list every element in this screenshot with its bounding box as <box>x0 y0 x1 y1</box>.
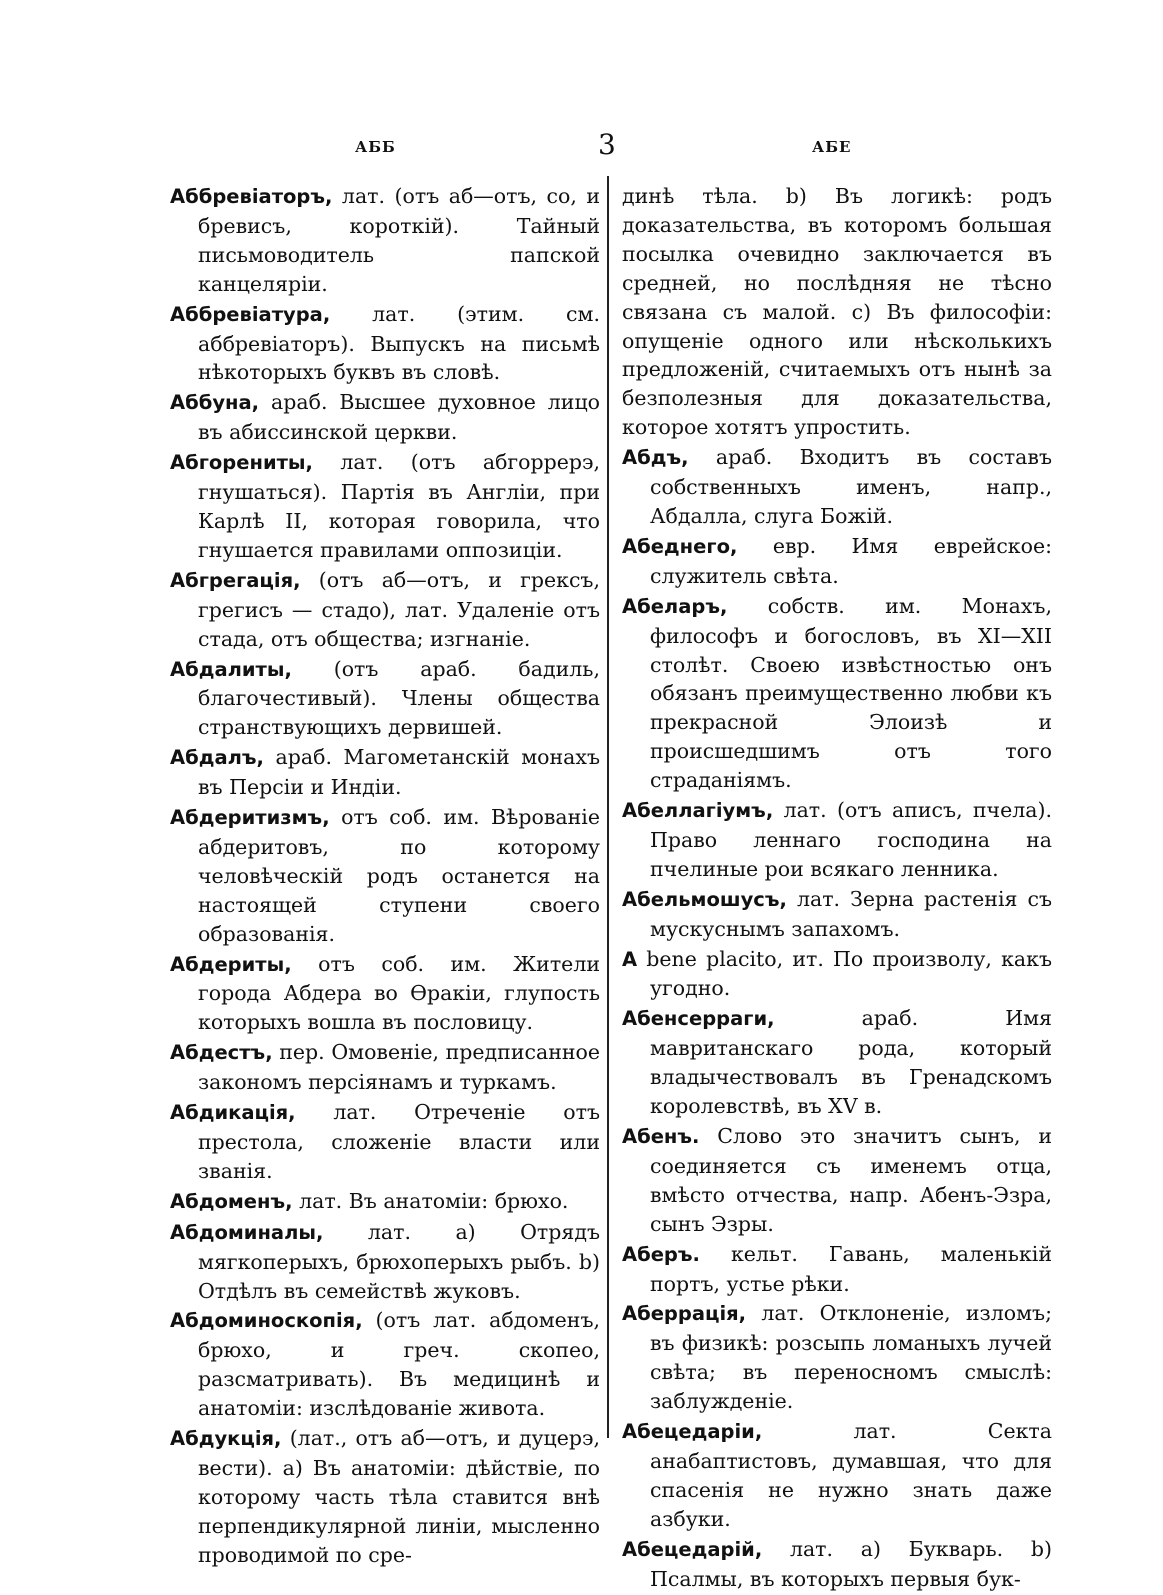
entry-headword: Абдоминоскопія, <box>170 1309 363 1333</box>
entry-definition: (лат., отъ аб—отъ, и дуцерэ, вести). a) Въ анатоміи: дѣйствіе, по которому часть тѣла ставится внѣ перпендикулярной линіи, мысленно проводимой по сре- <box>198 1426 600 1567</box>
dictionary-entry <box>622 1240 1052 1299</box>
entry-headword: A <box>622 947 638 971</box>
dictionary-entry <box>622 885 1052 944</box>
entry-headword: Абельмошусъ, <box>622 887 787 911</box>
dictionary-entry <box>170 1306 600 1423</box>
entry-headword: Абеларъ, <box>622 594 728 618</box>
entry-definition: лат. (этим. см. аббревіаторъ). Выпускъ на письмѣ нѣкоторыхъ буквъ въ словѣ. <box>198 301 600 385</box>
entry-headword: Абецедарій, <box>622 1537 763 1561</box>
entry-headword: Абенъ. <box>622 1125 700 1148</box>
entry-definition: Слово это значитъ сынъ, и соединяется съ именемъ отца, вмѣсто отчества, напр. Абенъ-Эзра, сынъ Эзры. <box>650 1124 1052 1236</box>
entry-definition: динѣ тѣла. b) Въ логикѣ: родъ доказательства, въ которомъ большая посылка очевидно заключается въ средней, но послѣдняя не тѣсно связана съ малой. c) Въ философіи: опущеніе одного или нѣсколькихъ предложеній, считаемыхъ отъ нынѣ за безполезныя для доказательства, которое хотятъ упростить. <box>622 184 1052 440</box>
entry-headword: Аберрація, <box>622 1302 747 1326</box>
entry-definition: (отъ аб—отъ, и грексъ, грегисъ — стадо), лат. Удаленіе отъ стада, отъ общества; изгнаніе. <box>198 567 600 651</box>
dictionary-entry <box>622 1004 1052 1121</box>
entry-headword: Абдериты, <box>170 952 292 976</box>
entry-definition: лат. (отъ абгоррерэ, гнушаться). Партія въ Англіи, при Карлѣ II, которая говорила, что гнушается правилами оппозиціи. <box>198 450 600 562</box>
dictionary-entry <box>170 1098 600 1186</box>
dictionary-entry <box>622 532 1052 591</box>
entry-headword: Аббревіатура, <box>170 302 331 326</box>
entry-definition: лат. a) Отрядъ мягкоперыхъ, брюхоперыхъ рыбъ. b) Отдѣлъ въ семействѣ жуковъ. <box>198 1219 600 1303</box>
entry-definition: лат. Зерна растенія съ мускуснымъ запахомъ. <box>650 886 1052 941</box>
dictionary-entry <box>622 945 1052 1004</box>
entry-definition: лат. Отреченіе отъ престола, сложеніе власти или званія. <box>198 1100 600 1183</box>
entry-definition: араб. Высшее духовное лицо въ абиссинской церкви. <box>198 390 600 445</box>
dictionary-entry <box>170 743 600 802</box>
entry-headword: Абеллагіумъ, <box>622 799 774 823</box>
entry-definition: (отъ араб. бадиль, благочестивый). Члены общества странствующихъ дервишей. <box>198 656 600 740</box>
dictionary-entry <box>170 300 600 388</box>
entry-headword: Аббуна, <box>170 391 260 415</box>
entry-definition: лат. a) Букварь. b) Псалмы, въ которыхъ первыя бук- <box>650 1536 1052 1591</box>
page-header <box>0 128 1163 164</box>
entry-headword: Абдукція, <box>170 1427 282 1451</box>
dictionary-entry <box>622 182 1052 442</box>
entry-definition: лат. Секта анабаптистовъ, думавшая, что для спасенія не нужно знать даже азбуки. <box>650 1419 1052 1531</box>
entry-definition: араб. Имя мавританскаго рода, который владычествовалъ въ Гренадскомъ королевствѣ, въ XV в. <box>650 1006 1052 1119</box>
entry-headword: Абеднего, <box>622 534 738 558</box>
entry-headword: Абдалиты, <box>170 657 292 681</box>
entry-definition: лат. (отъ аписъ, пчела). Право леннаго господина на пчелиные рои всякаго ленника. <box>650 798 1052 881</box>
dictionary-entry <box>170 655 600 743</box>
entry-definition: пер. Омовеніе, предписанное закономъ персіянамъ и туркамъ. <box>198 1040 600 1095</box>
entry-headword: Абенсерраги, <box>622 1007 775 1031</box>
left-guide-word: АББ <box>355 138 396 156</box>
entry-headword: Абгорениты, <box>170 451 313 475</box>
right-guide-word: АБЕ <box>812 138 852 156</box>
entry-definition: араб. Магометанскій монахъ въ Персіи и Индіи. <box>198 745 600 800</box>
dictionary-entry <box>622 796 1052 884</box>
entry-definition: кельт. Гавань, маленькій портъ, устье рѣки. <box>650 1241 1052 1296</box>
dictionary-entry <box>170 448 600 565</box>
dictionary-entry <box>622 443 1052 531</box>
dictionary-entry <box>170 803 600 949</box>
entry-definition: bene placito, ит. По произволу, какъ угодно. <box>646 946 1052 1001</box>
entry-headword: Абдикація, <box>170 1101 296 1125</box>
entry-headword: Абецедаріи, <box>622 1420 763 1444</box>
dictionary-entry <box>622 1299 1052 1416</box>
entry-definition: лат. Въ анатоміи: брюхо. <box>299 1188 569 1213</box>
entry-definition: евр. Имя еврейское: служитель свѣта. <box>650 533 1052 588</box>
right-column <box>622 182 1052 1595</box>
page-number: 3 <box>598 128 616 161</box>
column-divider <box>607 176 609 1438</box>
dictionary-entry <box>622 1417 1052 1534</box>
dictionary-entry <box>170 1187 600 1217</box>
dictionary-entry <box>170 566 600 654</box>
dictionary-entry <box>170 388 600 447</box>
entry-headword: Абдоминалы, <box>170 1220 324 1244</box>
dictionary-entry <box>170 182 600 299</box>
entry-headword: Абгрегація, <box>170 568 301 592</box>
entry-definition: собств. им. Монахъ, философъ и богословъ, въ XI—XII столѣт. Своею извѣстностью онъ обязанъ преимущественно любви къ прекрасной Элоизѣ и происшедшимъ отъ того страданіямъ. <box>650 593 1052 793</box>
entry-definition: (отъ лат. абдоменъ, брюхо, и греч. скопео, разсматривать). Въ медицинѣ и анатоміи: изслѣдованіе живота. <box>198 1308 600 1421</box>
entry-definition: лат. (отъ аб—отъ, со, и бревисъ, короткій). Тайный письмоводитель папской канцеляріи. <box>198 184 600 296</box>
entry-definition: отъ соб. им. Жители города Абдера во Ѳракіи, глупость которыхъ вошла въ пословицу. <box>198 951 600 1035</box>
entry-definition: араб. Входитъ въ составъ собственныхъ именъ, напр., Абдалла, слуга Божій. <box>650 445 1052 528</box>
entry-headword: Абдеритизмъ, <box>170 806 330 830</box>
dictionary-entry <box>170 1218 600 1306</box>
left-column <box>170 182 600 1571</box>
dictionary-entry <box>622 592 1052 795</box>
dictionary-entry <box>170 1038 600 1097</box>
entry-headword: Аберъ. <box>622 1242 700 1266</box>
entry-headword: Абдестъ, <box>170 1041 273 1065</box>
entry-headword: Абдоменъ, <box>170 1189 293 1213</box>
entry-headword: Абдалъ, <box>170 746 264 770</box>
dictionary-entry <box>622 1122 1052 1239</box>
entry-headword: Аббревіаторъ, <box>170 185 333 208</box>
dictionary-entry <box>622 1535 1052 1594</box>
entry-definition: отъ соб. им. Вѣрованіе абдеритовъ, по которому человѣческій родъ останется на настоящей ступени своего образованія. <box>198 805 600 946</box>
entry-headword: Абдъ, <box>622 446 689 470</box>
dictionary-entry <box>170 950 600 1038</box>
dictionary-entry <box>170 1424 600 1570</box>
entry-definition: лат. Отклоненіе, изломъ; въ физикѣ: розсыпь ломаныхъ лучей свѣта; въ переносномъ смыслѣ: заблужденіе. <box>650 1301 1052 1414</box>
